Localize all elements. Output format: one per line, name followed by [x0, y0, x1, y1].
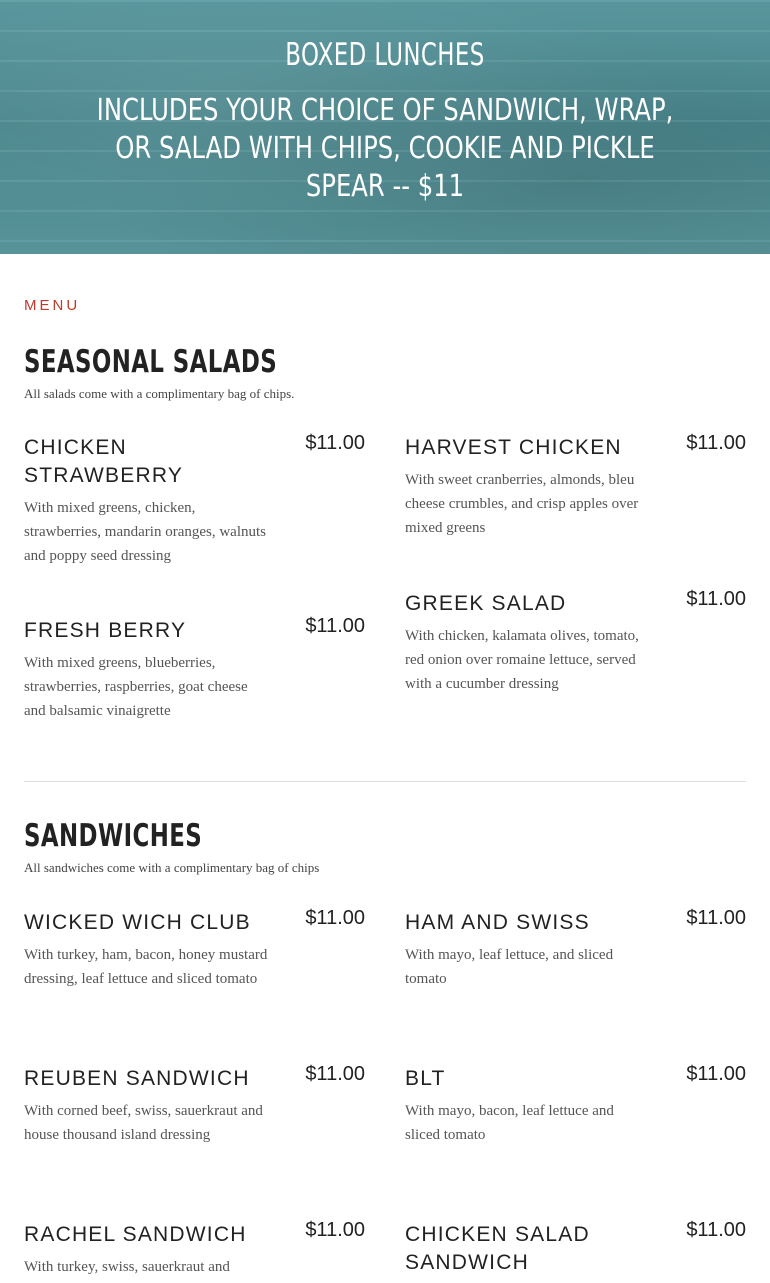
item-price: $11.00	[305, 1219, 365, 1241]
item-price: $11.00	[305, 907, 365, 929]
item-name: WICKED WICH CLUB	[24, 911, 251, 934]
item-price: $11.00	[305, 1063, 365, 1085]
item-description: With turkey, ham, bacon, honey mustard dressing, leaf lettuce and sliced tomato	[24, 947, 268, 987]
sandwiches-section	[24, 818, 746, 876]
item-description: With mayo, bacon, leaf lettuce and sliced tomato	[405, 1103, 614, 1143]
item-price: $11.00	[686, 588, 746, 610]
salads-note: All salads come with a complimentary bag of chips.	[24, 386, 295, 401]
item-description: With sweet cranberries, almonds, bleu cheese crumbles, and crisp apples over mixed greens	[405, 472, 639, 536]
item-description: With mayo, leaf lettuce, and sliced tomato	[405, 947, 614, 987]
item-name: HARVEST CHICKEN	[405, 436, 622, 459]
item-name: RACHEL SANDWICH	[24, 1223, 247, 1246]
salads-section	[24, 344, 746, 402]
menu-label: MENU	[24, 297, 81, 314]
menu-item-fresh-berry	[24, 617, 365, 723]
item-name: FRESH BERRY	[24, 619, 187, 642]
sandwiches-title: SANDWICHES	[24, 818, 203, 854]
item-description: With mixed greens, chicken, strawberries, mandarin oranges, walnuts and poppy seed dressing	[24, 500, 267, 564]
menu-item-rachel-sandwich	[24, 1221, 365, 1279]
menu-item-wicked-wich-club	[24, 909, 365, 991]
item-name: CHICKEN SALAD SANDWICH	[405, 1223, 590, 1274]
sandwiches-note: All sandwiches come with a complimentary bag of chips	[24, 860, 320, 875]
item-price: $11.00	[305, 615, 365, 637]
menu-item-harvest-chicken	[405, 434, 746, 540]
item-description: With corned beef, swiss, sauerkraut and house thousand island dressing	[24, 1103, 263, 1143]
menu-item-greek-salad	[405, 590, 746, 696]
hero-subtitle: INCLUDES YOUR CHOICE OF SANDWICH, WRAP, OR SALAD WITH CHIPS, COOKIE AND PICKLE SPEAR -- $11	[96, 93, 674, 204]
menu-item-chicken-strawberry	[24, 434, 365, 568]
item-description: With turkey, swiss, sauerkraut and	[24, 1259, 230, 1275]
item-name: HAM AND SWISS	[405, 911, 590, 934]
item-price: $11.00	[305, 432, 365, 454]
menu-item-reuben-sandwich	[24, 1065, 365, 1147]
hero-banner	[0, 0, 770, 254]
item-name: BLT	[405, 1067, 446, 1090]
item-name: GREEK SALAD	[405, 592, 567, 615]
menu-content	[0, 254, 770, 1273]
section-divider	[24, 781, 746, 782]
menu-item-ham-and-swiss	[405, 909, 746, 991]
menu-item-chicken-salad-sandwich	[405, 1221, 746, 1283]
hero-title: BOXED LUNCHES	[285, 36, 485, 73]
item-price: $11.00	[686, 1063, 746, 1085]
item-name: REUBEN SANDWICH	[24, 1067, 250, 1090]
item-price: $11.00	[686, 1219, 746, 1241]
salads-title: SEASONAL SALADS	[24, 344, 278, 380]
item-price: $11.00	[686, 432, 746, 454]
item-price: $11.00	[686, 907, 746, 929]
menu-item-blt	[405, 1065, 746, 1147]
item-name: CHICKEN STRAWBERRY	[24, 436, 184, 487]
item-description: With mixed greens, blueberries, strawberries, raspberries, goat cheese and balsamic vinaigrette	[24, 655, 248, 719]
item-description: With chicken, kalamata olives, tomato, red onion over romaine lettuce, served with a cucumber dressing	[405, 628, 639, 692]
